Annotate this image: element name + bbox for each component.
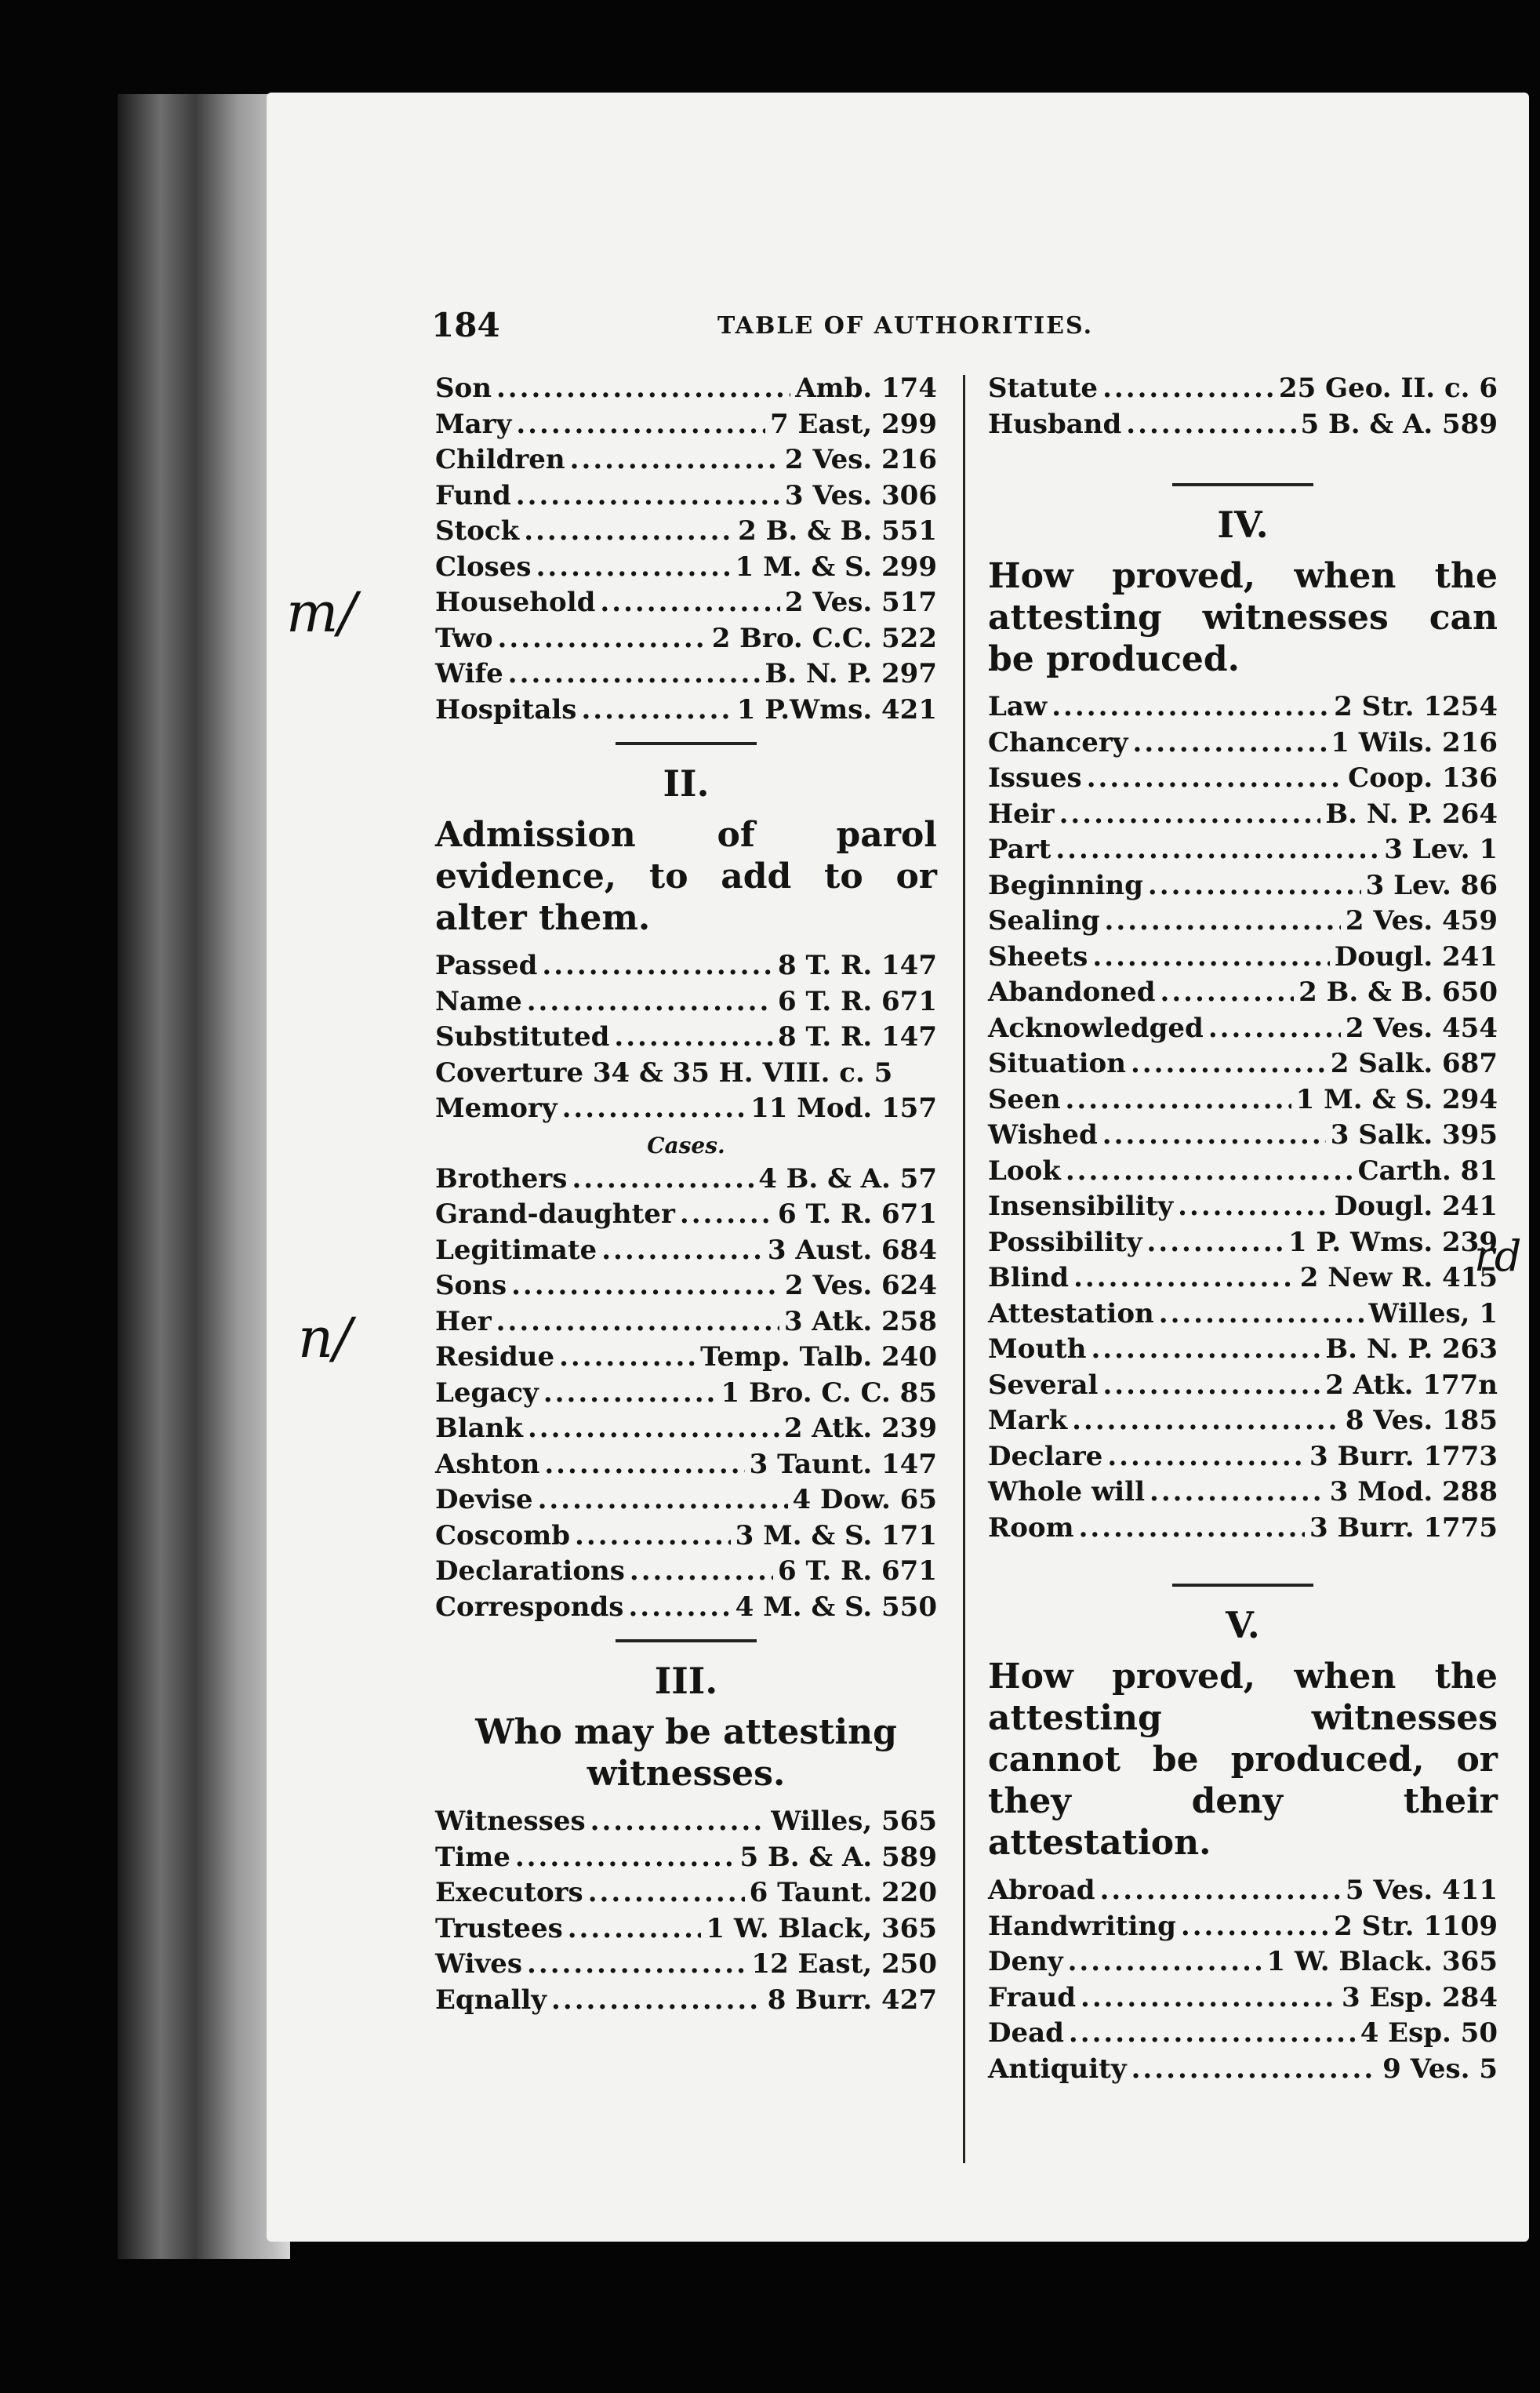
right-column xyxy=(988,373,1498,2089)
entry-citation: 3 Aust. 684 xyxy=(767,1234,937,1266)
authority-entry xyxy=(435,1806,937,1842)
section-number-iii: III. xyxy=(654,1660,718,1702)
dot-leader xyxy=(1087,762,1343,794)
authority-entry xyxy=(435,1984,937,2020)
dot-leader xyxy=(511,1270,780,1301)
dot-leader xyxy=(600,587,779,618)
dot-leader xyxy=(1178,1191,1330,1222)
entry-term: Heir xyxy=(988,798,1055,830)
entry-term: Situation xyxy=(988,1048,1126,1079)
authority-entry xyxy=(435,1163,937,1199)
entry-term: Memory xyxy=(435,1093,558,1124)
authority-entry xyxy=(435,1235,937,1271)
section-heading-v: How proved, when the attesting witnesses cannot be produced, or they deny their attestation. xyxy=(988,1657,1498,1863)
dot-leader xyxy=(1051,691,1329,722)
section-rule xyxy=(1172,483,1313,486)
dot-leader xyxy=(1159,1298,1364,1329)
entry-term: Stock xyxy=(435,515,520,547)
cases-label: Cases. xyxy=(647,1132,725,1158)
entry-citation: 3 Burr. 1773 xyxy=(1309,1440,1498,1472)
entry-list-top xyxy=(435,373,937,729)
entry-citation: Carth. 81 xyxy=(1357,1155,1498,1187)
authority-entry xyxy=(988,2053,1498,2089)
dot-leader xyxy=(1160,976,1294,1008)
authority-entry xyxy=(988,2017,1498,2053)
entry-citation: 2 Bro. C.C. 522 xyxy=(711,622,937,654)
dot-leader xyxy=(680,1198,773,1230)
entry-citation: Willes, 565 xyxy=(771,1806,937,1837)
authority-entry xyxy=(435,1093,937,1129)
authority-entry xyxy=(988,1298,1498,1334)
entry-term: Statute xyxy=(988,373,1099,404)
entry-term: Seen xyxy=(988,1083,1061,1115)
authority-entry xyxy=(988,1875,1498,1911)
authority-entry xyxy=(435,480,937,516)
entry-list-v xyxy=(988,1875,1498,2089)
entry-citation: 1 M. & S. 299 xyxy=(735,551,937,583)
dot-leader xyxy=(1072,1405,1341,1436)
dot-leader xyxy=(1105,905,1341,936)
entry-term: Brothers xyxy=(435,1162,568,1195)
authority-entry xyxy=(435,444,937,480)
entry-citation: 2 Atk. 239 xyxy=(783,1413,937,1444)
entry-citation: 3 Mod. 288 xyxy=(1329,1476,1498,1507)
entry-term: Issues xyxy=(988,762,1082,794)
entry-term: Wished xyxy=(988,1119,1098,1151)
authority-entry xyxy=(435,1913,937,1949)
dot-leader xyxy=(590,1806,767,1837)
entry-citation: 1 W. Black. 365 xyxy=(1266,1946,1498,1977)
authority-entry xyxy=(988,1191,1498,1227)
entry-citation: 3 Lev. 1 xyxy=(1384,834,1498,865)
entry-term: Room xyxy=(988,1511,1074,1544)
entry-term: Blank xyxy=(435,1413,523,1444)
entry-term: Dead xyxy=(988,2017,1064,2049)
dot-leader xyxy=(1133,727,1327,758)
authority-entry xyxy=(988,1155,1498,1191)
entry-term: Deny xyxy=(988,1946,1063,1977)
entry-term: Household xyxy=(435,587,596,618)
dot-leader xyxy=(1066,1084,1291,1115)
entry-term: Blind xyxy=(988,1262,1070,1293)
dot-leader xyxy=(498,623,707,654)
entry-term: Coverture 34 & 35 H. VIII. c. 5 xyxy=(435,1056,893,1089)
dot-leader xyxy=(1100,1875,1341,1906)
entry-citation: 9 Ves. 5 xyxy=(1382,2053,1498,2085)
entry-citation: 2 New R. 415 xyxy=(1299,1262,1498,1293)
entry-citation: Willes, 1 xyxy=(1368,1297,1498,1329)
dot-leader xyxy=(1102,1369,1320,1401)
dot-leader xyxy=(1069,2017,1356,2049)
entry-term: Abroad xyxy=(988,1875,1095,1906)
authority-entry xyxy=(988,1013,1498,1049)
entry-citation: 3 M. & S. 171 xyxy=(735,1519,937,1551)
entry-list-ii xyxy=(435,950,937,1129)
entry-list-iv xyxy=(988,691,1498,1547)
authority-entry xyxy=(435,1484,937,1520)
authority-entry xyxy=(435,551,937,587)
dot-leader xyxy=(515,1842,735,1873)
entry-citation: 4 M. & S. 550 xyxy=(735,1591,937,1623)
entry-term: Sons xyxy=(435,1270,507,1301)
dot-leader xyxy=(544,1449,744,1480)
margin-note: n/ xyxy=(298,1306,352,1370)
authority-entry xyxy=(435,1341,937,1377)
dot-leader xyxy=(1092,941,1329,973)
entry-citation: 4 Esp. 50 xyxy=(1360,2017,1498,2049)
dot-leader xyxy=(562,1093,746,1124)
entry-term: Several xyxy=(988,1369,1099,1401)
entry-term: Witnesses xyxy=(435,1806,586,1837)
authority-entry xyxy=(988,1084,1498,1120)
dot-leader xyxy=(528,1413,779,1444)
authority-entry xyxy=(435,1306,937,1342)
entry-citation: 2 Salk. 687 xyxy=(1330,1048,1498,1079)
dot-leader xyxy=(1102,1119,1326,1151)
dot-leader xyxy=(496,373,790,404)
entry-term: Coscomb xyxy=(435,1519,571,1551)
dot-leader xyxy=(536,551,731,583)
entry-term: Devise xyxy=(435,1484,533,1515)
entry-citation: 8 Ves. 185 xyxy=(1345,1405,1498,1436)
entry-term: Whole will xyxy=(988,1476,1145,1507)
dot-leader xyxy=(570,444,780,475)
dot-leader xyxy=(1055,834,1379,865)
entry-term: Antiquity xyxy=(988,2053,1127,2085)
authority-entry xyxy=(988,798,1498,835)
entry-list-cases xyxy=(435,1163,937,1627)
entry-citation: 2 Ves. 216 xyxy=(784,444,937,475)
dot-leader xyxy=(496,1306,779,1337)
entry-citation: Amb. 174 xyxy=(795,373,937,404)
authority-entry xyxy=(435,1877,937,1913)
dot-leader xyxy=(588,1877,745,1908)
entry-citation: 8 T. R. 147 xyxy=(778,950,937,981)
entry-citation: 3 Atk. 258 xyxy=(783,1305,937,1337)
margin-note: rd xyxy=(1474,1231,1522,1281)
section-heading-ii: Admission of parol evidence, to add to or alter them. xyxy=(435,815,937,938)
entry-citation: 6 Taunt. 220 xyxy=(749,1877,937,1908)
dot-leader xyxy=(1147,1227,1284,1258)
dot-leader xyxy=(575,1520,731,1551)
authority-entry xyxy=(988,373,1498,409)
entry-term: Trustees xyxy=(435,1912,563,1944)
authority-entry xyxy=(988,762,1498,798)
entry-term: Wife xyxy=(435,658,503,689)
entry-term: Name xyxy=(435,985,522,1017)
entry-citation: 2 Ves. 517 xyxy=(784,587,937,618)
authority-entry xyxy=(435,1449,937,1485)
section-rule xyxy=(616,742,757,745)
running-head: TABLE OF AUTHORITIES. xyxy=(717,312,1094,340)
entry-citation: 8 T. R. 147 xyxy=(778,1021,937,1053)
authority-entry xyxy=(988,905,1498,941)
entry-citation: 3 Salk. 395 xyxy=(1330,1119,1498,1151)
authority-entry xyxy=(988,1227,1498,1263)
entry-citation: Dougl. 241 xyxy=(1334,1191,1498,1222)
authority-entry xyxy=(435,1270,937,1306)
authority-entry xyxy=(988,941,1498,977)
authority-entry xyxy=(435,1555,937,1591)
entry-citation: 2 B. & B. 650 xyxy=(1298,976,1498,1008)
entry-term: Two xyxy=(435,622,493,654)
dot-leader xyxy=(542,950,773,981)
dot-leader xyxy=(601,1235,763,1266)
dot-leader xyxy=(516,409,765,440)
entry-citation: 1 P.Wms. 421 xyxy=(736,693,937,726)
authority-entry xyxy=(988,1405,1498,1441)
dot-leader xyxy=(1079,1512,1305,1544)
authority-entry xyxy=(435,1591,937,1627)
entry-term: Fund xyxy=(435,479,511,511)
book-edge xyxy=(118,94,290,2259)
entry-citation: 1 Wils. 216 xyxy=(1331,726,1498,758)
dot-leader xyxy=(1066,1155,1353,1187)
authority-entry xyxy=(988,870,1498,906)
section-number-iv: IV. xyxy=(1217,504,1269,546)
entry-term: Possibility xyxy=(988,1226,1142,1258)
entry-term: Grand-daughter xyxy=(435,1198,675,1230)
dot-leader xyxy=(1068,1946,1262,1977)
dot-leader xyxy=(516,480,780,511)
authority-entry xyxy=(988,1946,1498,1982)
authority-entry xyxy=(988,1512,1498,1548)
authority-entry xyxy=(988,834,1498,870)
authority-entry xyxy=(435,1198,937,1235)
entry-term: Sheets xyxy=(988,940,1088,973)
authority-entry xyxy=(435,1948,937,1984)
dot-leader xyxy=(1102,373,1274,404)
entry-term: Ashton xyxy=(435,1448,540,1480)
entry-citation: B. N. P. 297 xyxy=(765,658,937,689)
authority-entry xyxy=(988,1262,1498,1298)
dot-leader xyxy=(559,1341,696,1373)
dot-leader xyxy=(1148,870,1361,901)
dot-leader xyxy=(614,1021,773,1053)
authority-entry xyxy=(435,373,937,409)
authority-entry xyxy=(988,1333,1498,1369)
authority-entry xyxy=(988,1441,1498,1477)
entry-term: Hospitals xyxy=(435,693,577,726)
entry-list-iii xyxy=(435,1806,937,2020)
entry-citation: B. N. P. 264 xyxy=(1325,798,1498,830)
authority-entry xyxy=(435,1413,937,1449)
entry-term: Substituted xyxy=(435,1021,610,1053)
entry-term: Attestation xyxy=(988,1297,1154,1329)
entry-citation: Temp. Talb. 240 xyxy=(700,1341,937,1373)
entry-citation: 1 M. & S. 294 xyxy=(1295,1083,1498,1115)
entry-citation: B. N. P. 263 xyxy=(1325,1333,1498,1365)
entry-citation: 1 P. Wms. 239 xyxy=(1288,1226,1498,1258)
section-number-v: V. xyxy=(1226,1604,1260,1646)
dot-leader xyxy=(1081,1982,1337,2013)
entry-citation: 2 Ves. 624 xyxy=(784,1270,937,1301)
entry-term: Her xyxy=(435,1305,492,1337)
margin-note: m/ xyxy=(286,580,357,645)
entry-citation: Coop. 136 xyxy=(1348,762,1498,794)
entry-term: Mouth xyxy=(988,1333,1087,1365)
entry-citation: Dougl. 241 xyxy=(1334,940,1498,973)
entry-citation: 5 B. & A. 589 xyxy=(739,1841,937,1873)
entry-term: Husband xyxy=(988,408,1122,440)
entry-term: Declare xyxy=(988,1440,1103,1472)
entry-term: Children xyxy=(435,444,565,475)
authority-entry xyxy=(435,694,937,730)
entry-citation: 3 Ves. 306 xyxy=(784,479,937,511)
entry-citation: 12 East, 250 xyxy=(751,1948,937,1980)
dot-leader xyxy=(527,1948,746,1980)
entry-term: Acknowledged xyxy=(988,1012,1204,1044)
dot-leader xyxy=(1091,1333,1320,1365)
entry-term: Handwriting xyxy=(988,1910,1176,1942)
authority-entry xyxy=(435,1377,937,1413)
section-number-ii: II. xyxy=(663,762,710,805)
section-rule xyxy=(1172,1584,1313,1587)
entry-term: Insensibility xyxy=(988,1191,1174,1222)
authority-entry xyxy=(988,409,1498,445)
authority-entry xyxy=(988,976,1498,1013)
dot-leader xyxy=(630,1555,773,1587)
entry-term: Passed xyxy=(435,950,538,981)
entry-term: Fraud xyxy=(988,1981,1076,2013)
entry-citation: 2 Str. 1109 xyxy=(1334,1910,1498,1942)
authority-entry xyxy=(435,587,937,623)
authority-entry xyxy=(988,1982,1498,2018)
dot-leader xyxy=(1181,1911,1329,1942)
entry-term: Eqnally xyxy=(435,1984,547,2016)
dot-leader xyxy=(508,658,761,689)
entry-citation: 2 Ves. 454 xyxy=(1345,1012,1498,1044)
dot-leader xyxy=(1059,798,1321,830)
authority-entry xyxy=(435,1842,937,1878)
entry-term: Mark xyxy=(988,1405,1068,1436)
authority-entry xyxy=(988,727,1498,763)
entry-citation: 3 Lev. 86 xyxy=(1365,869,1498,901)
dot-leader xyxy=(538,1484,788,1515)
entry-term: Legitimate xyxy=(435,1234,597,1266)
page-number: 184 xyxy=(431,306,500,344)
entry-term: Time xyxy=(435,1841,510,1873)
left-column xyxy=(435,373,937,2020)
entry-citation: 4 B. & A. 57 xyxy=(758,1162,937,1195)
authority-entry xyxy=(988,1476,1498,1512)
dot-leader xyxy=(1131,1048,1326,1079)
dot-leader xyxy=(1150,1476,1325,1507)
dot-leader xyxy=(543,1377,717,1409)
entry-citation: 2 B. & B. 551 xyxy=(738,515,937,547)
dot-leader xyxy=(568,1913,702,1944)
authority-entry xyxy=(988,691,1498,727)
entry-term: Beginning xyxy=(988,869,1143,901)
entry-citation: 2 Atk. 177n xyxy=(1325,1369,1498,1401)
dot-leader xyxy=(1208,1013,1341,1044)
authority-entry xyxy=(988,1119,1498,1155)
dot-leader xyxy=(1073,1262,1295,1293)
entry-term: Look xyxy=(988,1155,1061,1187)
authority-entry xyxy=(435,623,937,659)
authority-entry xyxy=(435,950,937,986)
entry-term: Executors xyxy=(435,1877,583,1908)
column-divider xyxy=(963,375,965,2163)
page-header xyxy=(431,306,1215,353)
section-rule xyxy=(616,1639,757,1642)
authority-entry xyxy=(988,1369,1498,1406)
entry-term: Wives xyxy=(435,1948,523,1980)
entry-term: Legacy xyxy=(435,1377,539,1409)
dot-leader xyxy=(1131,2053,1378,2085)
entry-term: Part xyxy=(988,834,1051,865)
authority-entry xyxy=(435,409,937,445)
entry-list-top-right xyxy=(988,373,1498,444)
entry-term: Sealing xyxy=(988,905,1100,936)
entry-citation: 4 Dow. 65 xyxy=(792,1484,937,1515)
entry-citation: 1 W. Black, 365 xyxy=(706,1912,937,1944)
entry-citation: 6 T. R. 671 xyxy=(778,985,937,1017)
entry-citation: 6 T. R. 671 xyxy=(778,1198,937,1230)
entry-term: Closes xyxy=(435,551,532,583)
entry-term: Chancery xyxy=(988,726,1128,758)
dot-leader xyxy=(551,1984,763,2016)
authority-entry xyxy=(435,515,937,551)
authority-entry xyxy=(988,1048,1498,1084)
authority-entry xyxy=(435,658,937,694)
authority-entry xyxy=(435,986,937,1022)
authority-entry xyxy=(435,1520,937,1556)
entry-term: Mary xyxy=(435,408,512,440)
entry-citation: 3 Esp. 284 xyxy=(1342,1981,1498,2013)
entry-citation: 3 Burr. 1775 xyxy=(1309,1511,1498,1544)
entry-term: Corresponds xyxy=(435,1591,624,1623)
entry-term: Declarations xyxy=(435,1555,625,1587)
dot-leader xyxy=(628,1591,730,1623)
dot-leader xyxy=(1126,409,1295,440)
dot-leader xyxy=(527,986,773,1017)
section-heading-iii: Who may be attesting witnesses. xyxy=(475,1712,897,1794)
authority-entry xyxy=(435,1021,937,1057)
dot-leader xyxy=(581,694,732,726)
entry-citation: 5 B. & A. 589 xyxy=(1300,408,1498,440)
dot-leader xyxy=(1107,1441,1305,1472)
section-heading-iv: How proved, when the attesting witnesses can be produced. xyxy=(988,556,1498,679)
entry-citation: 3 Taunt. 147 xyxy=(749,1448,937,1480)
entry-term: Residue xyxy=(435,1341,555,1373)
entry-term: Son xyxy=(435,373,492,404)
entry-citation: 25 Geo. II. c. 6 xyxy=(1278,373,1498,404)
entry-citation: 7 East, 299 xyxy=(770,408,937,440)
entry-citation: 2 Ves. 459 xyxy=(1345,905,1498,936)
entry-citation: 1 Bro. C. C. 85 xyxy=(721,1377,937,1409)
entry-citation: 8 Burr. 427 xyxy=(767,1984,937,2016)
entry-citation: 11 Mod. 157 xyxy=(750,1093,937,1124)
authority-entry xyxy=(988,1911,1498,1947)
dot-leader xyxy=(524,515,733,547)
authority-entry xyxy=(435,1057,937,1093)
entry-term: Law xyxy=(988,691,1048,722)
entry-citation: 6 T. R. 671 xyxy=(778,1555,937,1587)
entry-citation: 2 Str. 1254 xyxy=(1334,691,1498,722)
entry-term: Abandoned xyxy=(988,976,1156,1008)
entry-citation: 5 Ves. 411 xyxy=(1345,1875,1498,1906)
dot-leader xyxy=(572,1163,754,1195)
